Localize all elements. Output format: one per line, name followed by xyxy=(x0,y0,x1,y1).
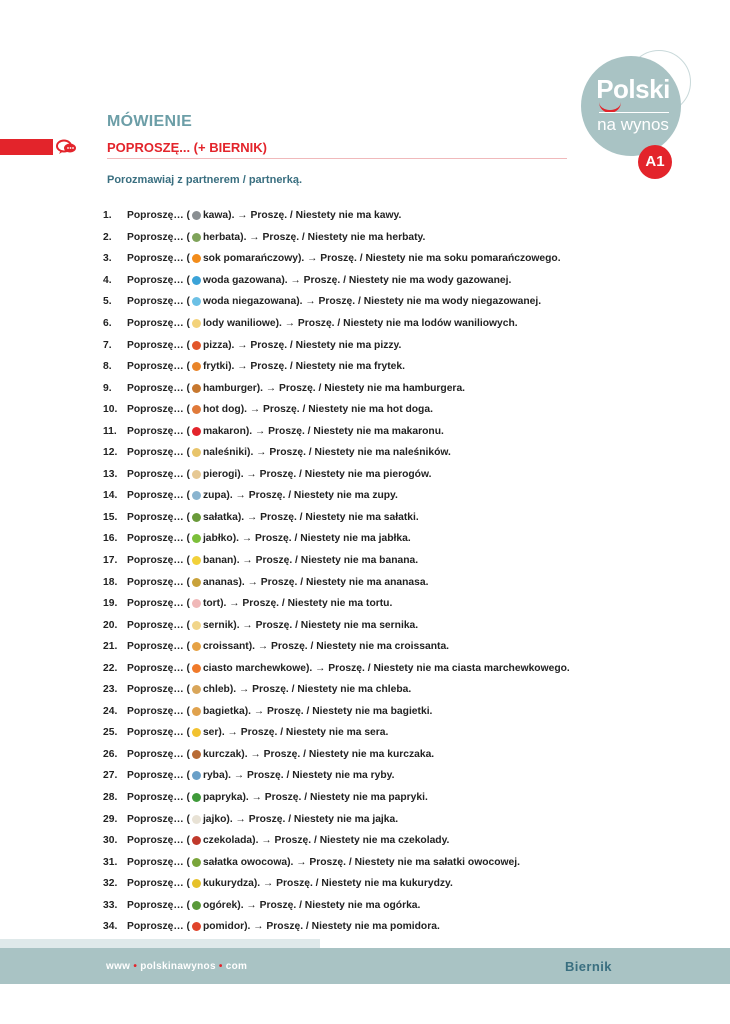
item-food: chleb xyxy=(202,684,230,696)
item-response: ). → Proszę. / Niestety nie ma czekolady. xyxy=(252,835,450,847)
item-number: 4. xyxy=(103,274,112,286)
hot-dog-icon xyxy=(192,405,201,414)
item-food: sałatka xyxy=(202,511,238,523)
item-response: ). → Proszę. / Niestety nie ma bagietki. xyxy=(244,705,433,717)
instruction-text: Porozmawiaj z partnerem / partnerką. xyxy=(107,174,303,186)
soup-bowl-icon xyxy=(192,491,201,500)
item-number: 23. xyxy=(103,684,118,696)
level-badge: A1 xyxy=(638,145,672,179)
list-item xyxy=(103,334,663,356)
cheese-icon xyxy=(192,728,201,737)
item-food: kawa xyxy=(202,210,229,222)
item-request: Poproszę… ( xyxy=(127,468,190,480)
item-request: Poproszę… ( xyxy=(127,253,190,265)
list-item xyxy=(103,248,663,270)
item-request: Poproszę… ( xyxy=(127,339,190,351)
item-request: Poproszę… ( xyxy=(127,619,190,631)
item-number: 31. xyxy=(103,856,118,868)
item-food: naleśniki xyxy=(202,447,248,459)
item-number: 32. xyxy=(103,878,118,890)
item-request: Poproszę… ( xyxy=(127,856,190,868)
item-response: ). → Proszę. / Niestety nie ma zupy. xyxy=(226,490,398,502)
list-item xyxy=(103,830,663,852)
list-item xyxy=(103,895,663,917)
url-part-2: polskinawynos xyxy=(140,961,216,972)
item-request: Poproszę… ( xyxy=(127,878,190,890)
section-title: MÓWIENIE xyxy=(107,113,193,130)
list-item xyxy=(103,873,663,895)
item-food: zupa xyxy=(202,490,227,502)
ice-cream-icon xyxy=(192,319,201,328)
topic-heading: POPROSZĘ... (+ BIERNIK) xyxy=(107,140,267,155)
item-response: ). → Proszę. / Niestety nie ma lodów waniliowych. xyxy=(275,318,518,329)
item-number: 22. xyxy=(103,662,118,674)
red-accent-bar xyxy=(0,139,53,155)
fish-icon xyxy=(192,771,201,780)
item-request: Poproszę… ( xyxy=(127,792,190,804)
cucumber-icon xyxy=(192,901,201,910)
bread-icon xyxy=(192,685,201,694)
item-request: Poproszę… ( xyxy=(127,813,190,825)
item-number: 16. xyxy=(103,533,118,545)
item-food: jajko xyxy=(202,813,227,825)
item-response: ). → Proszę. / Niestety nie ma chleba. xyxy=(229,684,412,696)
website-url[interactable] xyxy=(106,961,247,972)
item-number: 19. xyxy=(103,598,118,610)
item-number: 25. xyxy=(103,727,118,739)
item-number: 1. xyxy=(103,210,112,222)
item-response: ). → Proszę. / Niestety nie ma ogórka. xyxy=(237,899,421,911)
pepper-icon xyxy=(192,793,201,802)
item-food: pierogi xyxy=(202,468,238,480)
item-food: hot dog xyxy=(202,404,241,416)
footer-stripe xyxy=(0,939,320,948)
item-number: 21. xyxy=(103,641,118,653)
item-food: makaron xyxy=(202,425,246,437)
item-food: ser xyxy=(202,727,219,739)
list-item xyxy=(103,765,663,787)
item-food: pomidor xyxy=(202,921,245,933)
item-response: ). → Proszę. / Niestety nie ma hamburgera. xyxy=(256,382,466,394)
list-item xyxy=(103,356,663,378)
item-food: ananas xyxy=(202,576,239,588)
item-response: ). → Proszę. / Niestety nie ma jabłka. xyxy=(232,533,411,545)
item-request: Poproszę… ( xyxy=(127,210,190,222)
item-request: Poproszę… ( xyxy=(127,598,190,610)
cheesecake-icon xyxy=(192,621,201,630)
list-item xyxy=(103,679,663,701)
item-number: 14. xyxy=(103,490,118,502)
list-item xyxy=(103,528,663,550)
item-food: banan xyxy=(202,555,234,567)
pineapple-icon xyxy=(192,578,201,587)
list-item xyxy=(103,377,663,399)
item-response: ). → Proszę. / Niestety nie ma jajka. xyxy=(226,813,399,825)
item-response: ). → Proszę. / Niestety nie ma sernika. xyxy=(233,619,419,631)
water-drop-icon xyxy=(192,276,201,285)
salad-icon xyxy=(192,513,201,522)
polski-na-wynos-logo xyxy=(569,46,701,178)
list-item xyxy=(103,227,663,249)
item-number: 3. xyxy=(103,253,112,265)
logo-subtitle: na wynos xyxy=(597,115,669,134)
item-response: ). → Proszę. / Niestety nie ma kawy. xyxy=(228,210,402,222)
dialogue-list xyxy=(103,205,663,938)
item-response: ). → Proszę. / Niestety nie ma sałatki owocowej. xyxy=(287,856,520,868)
item-request: Poproszę… ( xyxy=(127,533,190,545)
item-response: ). → Proszę. / Niestety nie ma tortu. xyxy=(220,598,393,610)
item-request: Poproszę… ( xyxy=(127,231,190,243)
item-request: Poproszę… ( xyxy=(127,705,190,717)
item-number: 11. xyxy=(103,425,117,437)
water-bubbles-icon xyxy=(192,297,201,306)
item-number: 34. xyxy=(103,921,118,933)
item-request: Poproszę… ( xyxy=(127,511,190,523)
list-item xyxy=(103,808,663,830)
item-number: 17. xyxy=(103,555,118,567)
item-food: croissant xyxy=(202,641,249,653)
item-request: Poproszę… ( xyxy=(127,770,190,782)
item-request: Poproszę… ( xyxy=(127,662,190,674)
banana-icon xyxy=(192,556,201,565)
baguette-icon xyxy=(192,707,201,716)
item-number: 12. xyxy=(103,447,118,459)
item-response: ). → Proszę. / Niestety nie ma banana. xyxy=(233,555,419,567)
tea-cup-icon xyxy=(192,233,201,242)
list-item xyxy=(103,270,663,292)
item-food: lody waniliowe xyxy=(202,318,276,329)
list-item xyxy=(103,442,663,464)
topic-underline xyxy=(107,158,567,159)
item-response: ). → Proszę. / Niestety nie ma naleśników. xyxy=(247,447,451,459)
item-food: sernik xyxy=(202,619,234,631)
cake-icon xyxy=(192,599,201,608)
item-food: woda gazowana xyxy=(202,274,282,286)
item-food: bagietka xyxy=(202,705,245,717)
item-food: sok pomarańczowy xyxy=(202,253,298,265)
carrot-icon xyxy=(192,664,201,673)
item-request: Poproszę… ( xyxy=(127,727,190,739)
coffee-cup-icon xyxy=(192,211,201,220)
list-item xyxy=(103,291,663,313)
item-number: 6. xyxy=(103,318,112,329)
list-item xyxy=(103,636,663,658)
list-item xyxy=(103,571,663,593)
url-dot-1: • xyxy=(130,961,141,972)
item-number: 7. xyxy=(103,339,112,351)
item-request: Poproszę… ( xyxy=(127,274,190,286)
list-item xyxy=(103,399,663,421)
item-number: 9. xyxy=(103,382,112,394)
item-response: ). → Proszę. / Niestety nie ma ciasta marchewkowego. xyxy=(305,662,570,674)
item-number: 8. xyxy=(103,361,112,373)
item-request: Poproszę… ( xyxy=(127,425,190,437)
item-number: 27. xyxy=(103,770,118,782)
item-request: Poproszę… ( xyxy=(127,555,190,567)
pancakes-icon xyxy=(192,448,201,457)
list-item xyxy=(103,485,663,507)
item-request: Poproszę… ( xyxy=(127,576,190,588)
item-request: Poproszę… ( xyxy=(127,382,190,394)
item-request: Poproszę… ( xyxy=(127,641,190,653)
item-number: 18. xyxy=(103,576,118,588)
item-number: 33. xyxy=(103,899,118,911)
croissant-icon xyxy=(192,642,201,651)
item-response: ). → Proszę. / Niestety nie ma makaronu. xyxy=(245,425,444,437)
item-number: 15. xyxy=(103,511,118,523)
item-response: ). → Proszę. / Niestety nie ma herbaty. xyxy=(240,231,426,243)
item-food: herbata xyxy=(202,231,241,243)
item-response: ). → Proszę. / Niestety nie ma pizzy. xyxy=(228,339,402,351)
chocolate-icon xyxy=(192,836,201,845)
item-number: 13. xyxy=(103,468,118,480)
list-item xyxy=(103,550,663,572)
item-food: ogórek xyxy=(202,899,238,911)
url-part-3: com xyxy=(225,961,248,972)
list-item xyxy=(103,916,663,938)
list-item xyxy=(103,420,663,442)
item-number: 2. xyxy=(103,231,112,243)
item-number: 29. xyxy=(103,813,118,825)
item-request: Poproszę… ( xyxy=(127,748,190,760)
item-food: ryba xyxy=(202,770,225,782)
footer-bar xyxy=(0,948,730,984)
item-response: ). → Proszę. / Niestety nie ma pomidora. xyxy=(244,921,440,933)
item-number: 24. xyxy=(103,705,118,717)
logo-circle xyxy=(581,56,681,156)
list-item xyxy=(103,464,663,486)
list-item xyxy=(103,507,663,529)
item-request: Poproszę… ( xyxy=(127,899,190,911)
list-item xyxy=(103,657,663,679)
pasta-icon xyxy=(192,427,201,436)
item-response: ). → Proszę. / Niestety nie ma frytek. xyxy=(228,361,405,373)
item-number: 30. xyxy=(103,835,118,847)
list-item xyxy=(103,787,663,809)
item-response: ). → Proszę. / Niestety nie ma ananasa. xyxy=(238,576,429,588)
item-number: 20. xyxy=(103,619,118,631)
list-item xyxy=(103,313,663,335)
item-response: ). → Proszę. / Niestety nie ma papryki. xyxy=(242,792,428,804)
item-food: kukurydza xyxy=(202,878,254,890)
item-request: Poproszę… ( xyxy=(127,684,190,696)
item-response: ). → Proszę. / Niestety nie ma kurczaka. xyxy=(241,748,435,760)
item-request: Poproszę… ( xyxy=(127,447,190,459)
dumplings-icon xyxy=(192,470,201,479)
item-number: 5. xyxy=(103,296,112,308)
item-request: Poproszę… ( xyxy=(127,835,190,847)
egg-icon xyxy=(192,815,201,824)
tomato-icon xyxy=(192,922,201,931)
item-request: Poproszę… ( xyxy=(127,490,190,502)
item-food: hamburger xyxy=(202,382,257,394)
item-request: Poproszę… ( xyxy=(127,296,190,308)
orange-icon xyxy=(192,254,201,263)
list-item xyxy=(103,744,663,766)
logo-title: Polski xyxy=(596,74,670,104)
item-response: ). → Proszę. / Niestety nie ma croissanta. xyxy=(248,641,450,653)
item-number: 28. xyxy=(103,792,118,804)
footer-label: Biernik xyxy=(565,959,612,974)
item-response: ). → Proszę. / Niestety nie ma kukurydzy. xyxy=(253,878,453,890)
item-response: ). → Proszę. / Niestety nie ma sera. xyxy=(218,727,389,739)
item-response: ). → Proszę. / Niestety nie ma hot doga. xyxy=(240,404,433,416)
speech-bubbles-icon xyxy=(56,138,78,156)
pizza-icon xyxy=(192,341,201,350)
item-request: Poproszę… ( xyxy=(127,404,190,416)
list-item xyxy=(103,722,663,744)
item-number: 10. xyxy=(103,404,118,416)
list-item xyxy=(103,614,663,636)
item-food: kurczak xyxy=(202,748,242,760)
item-food: jabłko xyxy=(202,533,233,545)
item-response: ). → Proszę. / Niestety nie ma pierogów. xyxy=(237,468,432,480)
list-item xyxy=(103,851,663,873)
list-item xyxy=(103,593,663,615)
item-food: frytki xyxy=(202,361,229,373)
item-response: ). → Proszę. / Niestety nie ma soku pomarańczowego. xyxy=(297,253,561,265)
item-request: Poproszę… ( xyxy=(127,921,190,933)
item-response: ). → Proszę. / Niestety nie ma wody niegazowanej. xyxy=(296,296,542,308)
list-item xyxy=(103,205,663,227)
list-item xyxy=(103,701,663,723)
item-food: tort xyxy=(202,598,221,610)
item-food: sałatka owocowa xyxy=(202,856,288,868)
chicken-leg-icon xyxy=(192,750,201,759)
apple-icon xyxy=(192,534,201,543)
fries-icon xyxy=(192,362,201,371)
item-request: Poproszę… ( xyxy=(127,318,190,329)
corn-icon xyxy=(192,879,201,888)
item-food: woda niegazowana xyxy=(202,296,297,308)
item-food: papryka xyxy=(202,792,243,804)
item-food: ciasto marchewkowe xyxy=(202,662,306,674)
item-request: Poproszę… ( xyxy=(127,361,190,373)
item-response: ). → Proszę. / Niestety nie ma ryby. xyxy=(224,770,395,782)
hamburger-icon xyxy=(192,384,201,393)
item-response: ). → Proszę. / Niestety nie ma wody gazowanej. xyxy=(281,274,512,286)
url-dot-2: • xyxy=(215,961,226,972)
item-food: pizza xyxy=(202,339,229,351)
logo-divider xyxy=(599,112,669,113)
url-part-1: www xyxy=(106,961,131,972)
item-response: ). → Proszę. / Niestety nie ma sałatki. xyxy=(237,511,419,523)
fruit-salad-icon xyxy=(192,858,201,867)
item-food: czekolada xyxy=(202,835,253,847)
item-number: 26. xyxy=(103,748,118,760)
